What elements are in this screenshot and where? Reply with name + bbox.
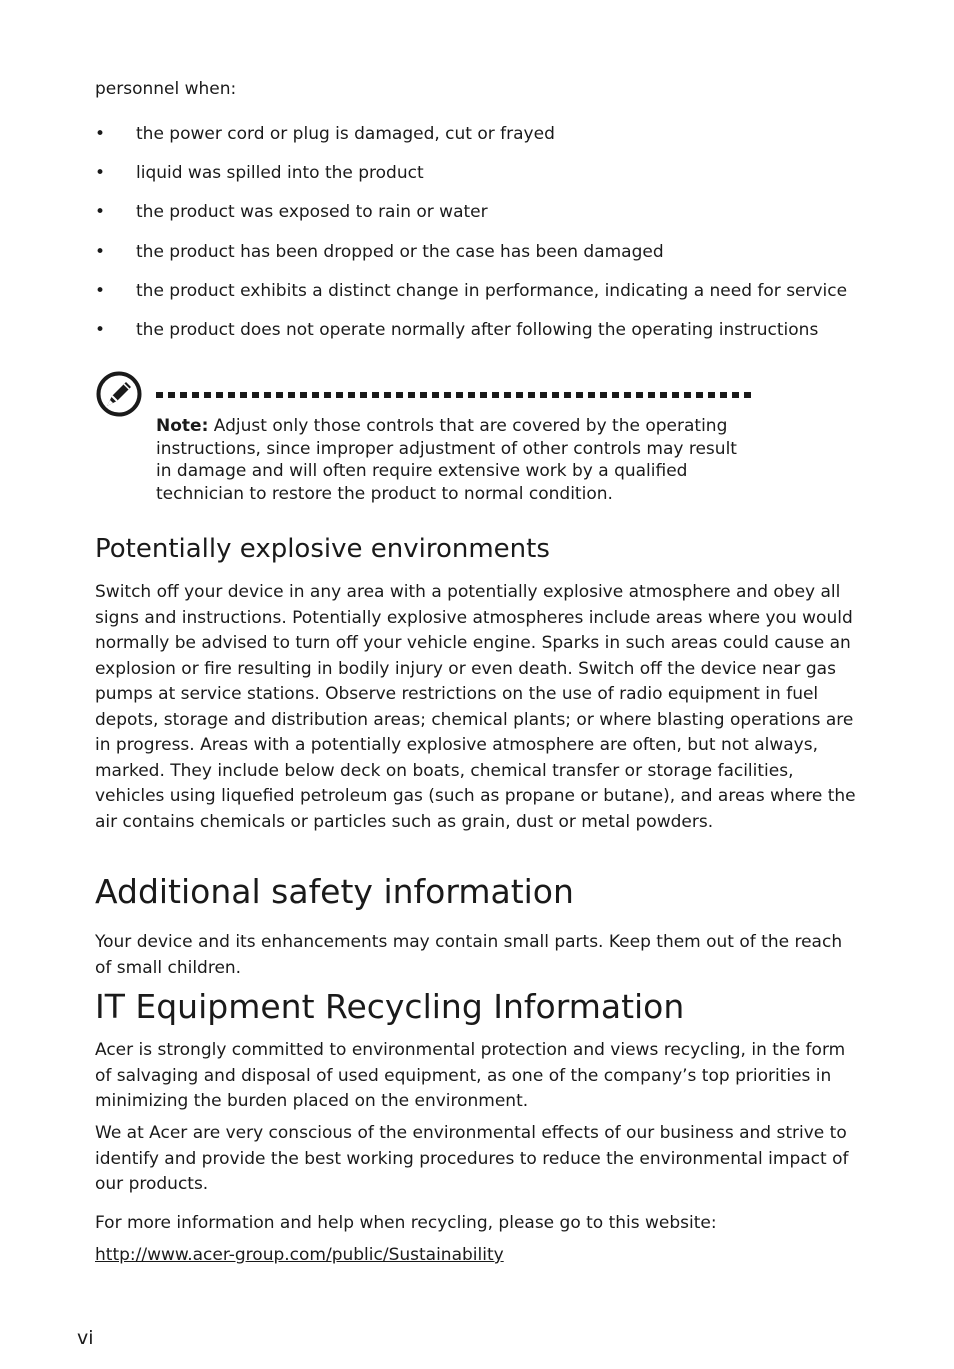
list-item: • the product exhibits a distinct change in performance, indicating a need for service — [95, 279, 885, 318]
note-box — [95, 370, 775, 510]
list-item: • the power cord or plug is damaged, cut or frayed — [95, 122, 885, 161]
bullet-icon: • — [95, 280, 106, 301]
note-label: Note: — [156, 416, 209, 436]
recycling-heading: IT Equipment Recycling Information — [95, 987, 685, 1026]
explosive-heading: Potentially explosive environments — [95, 534, 550, 564]
list-item: • the product was exposed to rain or water — [95, 200, 885, 239]
list-item: • the product does not operate normally after following the operating instructions — [95, 318, 885, 357]
service-conditions-list — [95, 122, 885, 357]
bullet-icon: • — [95, 319, 106, 340]
additional-body: Your device and its enhancements may contain small parts. Keep them out of the reach of small children. — [95, 932, 843, 978]
bullet-icon: • — [95, 163, 106, 184]
sustainability-link[interactable]: http://www.acer-group.com/public/Sustainability — [95, 1245, 504, 1265]
explosive-body: Switch off your device in any area with a potentially explosive atmosphere and obey all signs and instructions. Potentially explosive atmospheres include areas where you would normally be advised to turn off your vehicle engine. Sparks in such areas could cause an explosion or fire resulting in bodily injury or even death. Switch off the device near gas pumps at service stations. Observe restrictions on the use of radio equipment in fuel depots, storage and distribution areas; chemical plants; or where blasting operations are in progress. Areas with a potentially explosive atmosphere are often, but not always, marked. They include below deck on boats, chemical transfer or storage facilities, vehicles using liquefied petroleum gas (such as propane or butane), and areas where the air contains chemicals or particles such as grain, dust or metal powders. — [95, 582, 856, 832]
list-item: • liquid was spilled into the product — [95, 161, 885, 200]
additional-heading: Additional safety information — [95, 872, 574, 911]
note-divider — [156, 392, 756, 398]
note-text — [156, 415, 756, 505]
recycling-para-2: We at Acer are very conscious of the environmental effects of our business and strive to identify and provide the best working procedures to reduce the environmental impact of our products. — [95, 1123, 849, 1194]
recycling-para-1: Acer is strongly committed to environmental protection and views recycling, in the form of salvaging and disposal of used equipment, as one of the company’s top priorities in minimizing the burden placed on the environment. — [95, 1040, 846, 1111]
bullet-icon: • — [95, 241, 106, 262]
note-body: Adjust only those controls that are covered by the operating instructions, since improper adjustment of other controls may result in damage and will often require extensive work by a qualified technician to restore the product to normal condition. — [156, 416, 737, 504]
intro-text: personnel when: — [95, 79, 237, 99]
note-pen-icon — [95, 370, 143, 418]
page-number: vi — [77, 1327, 94, 1349]
recycling-para-3: For more information and help when recycling, please go to this website: — [95, 1213, 717, 1233]
list-item: • the product has been dropped or the case has been damaged — [95, 240, 885, 279]
bullet-icon: • — [95, 202, 106, 223]
bullet-icon: • — [95, 124, 106, 144]
